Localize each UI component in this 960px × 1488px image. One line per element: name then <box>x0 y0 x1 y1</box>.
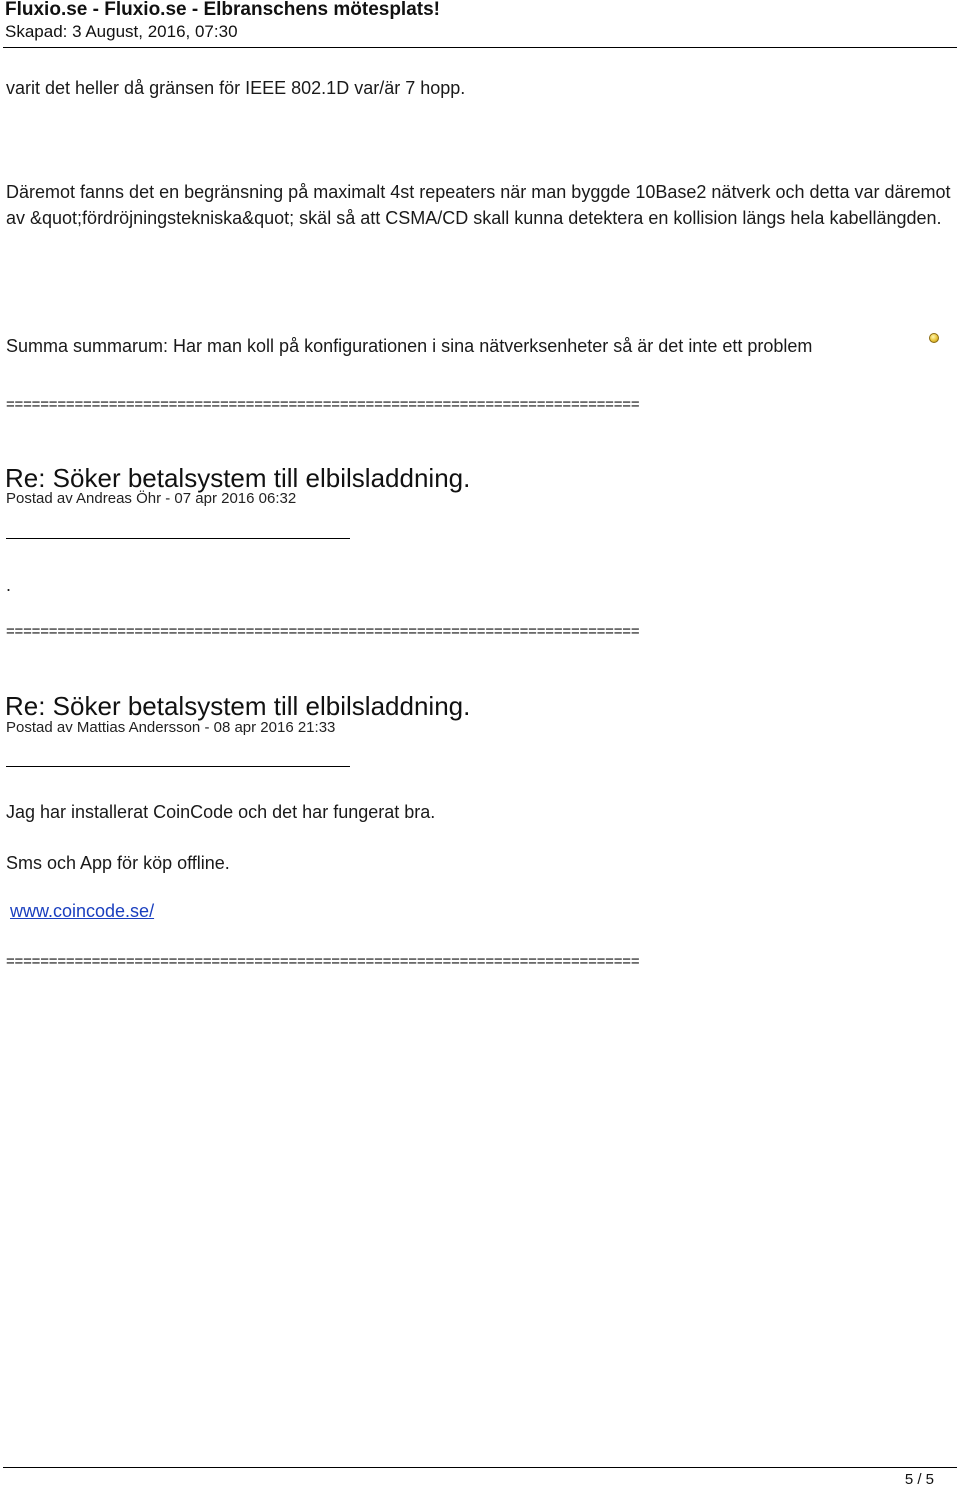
coincode-link[interactable]: www.coincode.se/ <box>10 901 155 921</box>
post-title: Re: Söker betalsystem till elbilsladdning. <box>5 691 471 721</box>
site-title: Fluxio.se - Fluxio.se - Elbranschens mötesplats! <box>5 0 440 20</box>
footer-divider <box>3 1467 957 1468</box>
post-title: Re: Söker betalsystem till elbilsladdning. <box>5 463 471 493</box>
created-date: Skapad: 3 August, 2016, 07:30 <box>5 22 238 41</box>
smiley-icon <box>929 333 939 343</box>
post-body-text: . <box>6 575 12 595</box>
post-separator: ========================================================================== <box>6 953 640 970</box>
header-divider <box>3 47 957 48</box>
post-paragraph: Summa summarum: Har man koll på konfigurationen i sina nätverksenheter så är det inte ett problem <box>6 336 813 356</box>
post-meta: Postad av Mattias Andersson - 08 apr 2016 21:33 <box>6 719 336 736</box>
post-body-text: Jag har installerat CoinCode och det har fungerat bra. <box>6 802 436 822</box>
post-paragraph: varit det heller då gränsen för IEEE 802.1D var/är 7 hopp. <box>6 78 466 98</box>
page-number: 5 / 5 <box>904 1471 934 1488</box>
post-meta-divider <box>6 766 350 767</box>
post-paragraph: Däremot fanns det en begränsning på maximalt 4st repeaters när man byggde 10Base2 nätverk och detta var däremot av &quot;fördröjningstekniska&quot; skäl så att CSMA/CD skall kunna detektera en kollision längs hela kabellängden. <box>6 182 951 228</box>
post-meta-divider <box>6 538 350 539</box>
post-meta: Postad av Andreas Öhr - 07 apr 2016 06:32 <box>6 490 297 507</box>
post-separator: ========================================================================== <box>6 396 640 413</box>
post-body-text: Sms och App för köp offline. <box>6 853 230 873</box>
post-separator: ========================================================================== <box>6 623 640 640</box>
